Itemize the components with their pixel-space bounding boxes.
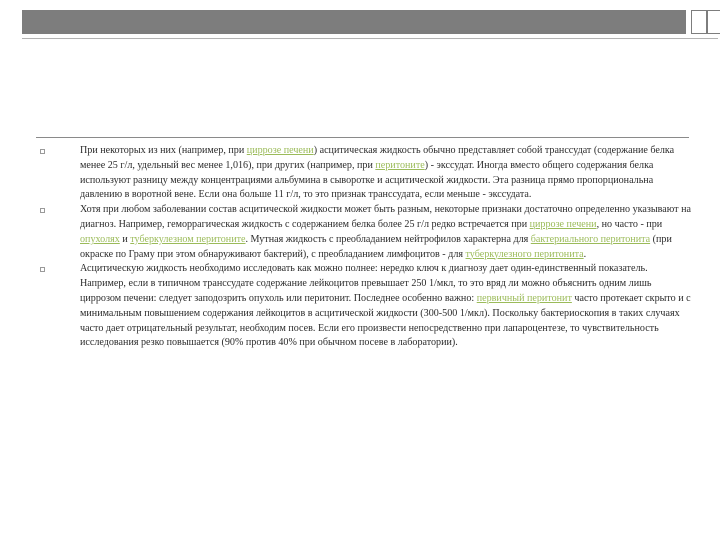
paragraph-text: (при окраске по Граму при этом обнаруживают бактерий), с преобладанием лимфоцитов - для: [80, 233, 672, 260]
paragraph-text: часто протекает скрыто и с минимальным повышением содержания лейкоцитов в асцитической жидкости (300-500 1/мкл). Поскольку бактериоскопия в таких случаях часто дает отрицательный результат, необходим посев. Если его произвести непосредственно при лапароцентезе, то чувствительность исследования резко повышается (90% против 40% при обычном посеве в лаборатории).: [80, 292, 691, 349]
paragraph-text: .: [583, 248, 587, 260]
paragraph-text: , но часто - при: [596, 218, 663, 230]
term-link[interactable]: опухолях: [80, 233, 120, 245]
square-bullet-icon: [40, 149, 45, 154]
bullet-paragraph: [40, 262, 695, 351]
term-link[interactable]: перитоните: [375, 159, 425, 171]
paragraph-text: При некоторых из них (например, при: [80, 145, 247, 156]
term-link[interactable]: первичный перитонит: [476, 292, 572, 304]
paragraph-text: . Мутная жидкость с преобладанием нейтрофилов характерна для: [245, 233, 531, 245]
term-link[interactable]: туберкулезном перитоните: [130, 233, 246, 245]
square-bullet-icon: [40, 208, 45, 213]
header-square-left: [691, 10, 707, 34]
paragraph-text: и: [119, 233, 131, 245]
paragraph-text: ) - экссудат. Иногда вместо общего содержания белка используют разницу между концентрациями альбумина в сыворотке и асцитической жидкости. Эта разница прямо пропорциональна давлению в воротной вене. Если она больше 11 г/л, то это признак транссудата, если меньше - экссудата.: [80, 159, 654, 201]
content-divider: [36, 137, 689, 138]
bullet-paragraph: [40, 144, 695, 203]
term-link[interactable]: туберкулезного перитонита: [465, 248, 584, 260]
term-link[interactable]: бактериального перитонита: [530, 233, 651, 245]
paragraph-text: Асцитическую жидкость необходимо исследовать как можно полнее: нередко ключ к диагнозу дает один-единственный показатель. Например, если в типичном транссудате содержание лейкоцитов превышает 250 1/мкл, то это вряд ли можно объяснить одним лишь циррозом печени: следует заподозрить опухоль или перитонит. Последнее особенно важно:: [80, 263, 652, 304]
term-link[interactable]: циррозе печени: [529, 218, 597, 230]
header-band: [22, 10, 718, 34]
square-bullet-icon: [40, 267, 45, 272]
term-link[interactable]: циррозе печени: [246, 145, 314, 156]
paragraph-text: Хотя при любом заболевании состав асцитической жидкости может быть разным, некоторые признаки достаточно определенно указывают на диагноз. Например, геморрагическая жидкость с содержанием белка более 25 г/л редко встречается при: [80, 204, 691, 230]
header-square-right: [707, 10, 720, 34]
paragraph-text: ) асцитическая жидкость обычно представляет собой транссудат (содержание белка менее 25 г/л, удельный вес менее 1,016), при других (например, при: [80, 145, 675, 171]
header-underline: [22, 38, 718, 39]
bullet-paragraph: [40, 203, 695, 262]
slide-content: [40, 144, 695, 351]
header-bar: [22, 10, 686, 34]
